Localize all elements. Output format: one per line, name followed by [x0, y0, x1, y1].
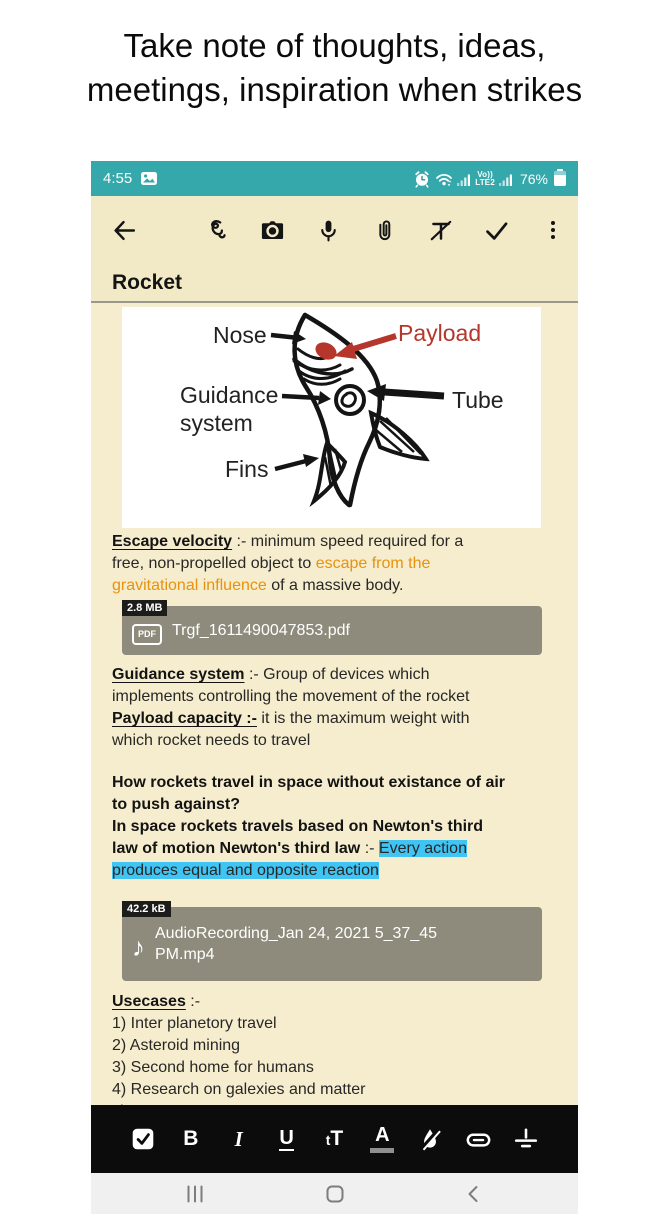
- diagram-label-system: system: [180, 410, 253, 436]
- diagram-label-nose: Nose: [213, 322, 267, 348]
- text-run: Usecases: [112, 993, 186, 1010]
- strikethrough-icon[interactable]: [512, 1125, 540, 1153]
- text-run: Guidance system: [112, 666, 245, 683]
- text-run: In space rockets travels based on Newton's third: [112, 818, 484, 835]
- attachment-size-badge: 2.8 MB: [122, 600, 167, 616]
- text-run: free, non-propelled object to: [112, 555, 316, 572]
- text-run: to push against?: [112, 796, 240, 813]
- attachment-pdf[interactable]: [122, 602, 542, 655]
- note-title[interactable]: Rocket: [112, 270, 183, 294]
- text-run: :-: [360, 840, 379, 857]
- mic-icon[interactable]: [315, 217, 342, 244]
- page-caption: [0, 24, 669, 112]
- recents-icon[interactable]: [183, 1182, 207, 1206]
- text-run: :-: [185, 993, 201, 1010]
- text-run: Every action: [378, 840, 467, 857]
- signal-bars-icon: [457, 172, 471, 186]
- paperclip-icon[interactable]: [371, 217, 398, 244]
- android-nav-bar: [91, 1173, 578, 1214]
- diagram-label-payload: Payload: [398, 320, 482, 346]
- network-type-label: Vo)) LTE2: [475, 169, 495, 187]
- caption-line-2: meetings, inspiration when strikes: [86, 71, 583, 108]
- text-run: 3) Second home for humans: [112, 1059, 314, 1076]
- caption-line-1: Take note of thoughts, ideas,: [123, 27, 546, 64]
- phone-screenshot: [91, 161, 578, 1214]
- text-run: it is the maximum weight with: [256, 710, 470, 727]
- clock-time: 4:55: [103, 170, 133, 187]
- attachment-filename: AudioRecording_Jan 24, 2021 5_37_45 PM.mp4: [155, 925, 438, 963]
- checkbox-icon[interactable]: [129, 1125, 157, 1153]
- pdf-icon: PDF: [132, 616, 162, 645]
- rocket-diagram-image[interactable]: [122, 307, 541, 528]
- note-title-bar: [91, 264, 578, 303]
- text-run: 4) Research on galexies and matter: [112, 1081, 366, 1098]
- home-icon[interactable]: [323, 1182, 347, 1206]
- text-run: Payload capacity :-: [112, 710, 257, 727]
- attachment-size-badge: 42.2 kB: [122, 901, 171, 917]
- link-icon[interactable]: [464, 1125, 492, 1153]
- scribble-icon[interactable]: [203, 217, 230, 244]
- back-icon[interactable]: [462, 1182, 486, 1206]
- note-content: [112, 531, 578, 1123]
- diagram-label-fins: Fins: [225, 456, 269, 482]
- attachment-filename: Trgf_1611490047853.pdf: [172, 622, 350, 639]
- attachment-audio[interactable]: [122, 903, 542, 981]
- camera-icon[interactable]: [259, 217, 286, 244]
- font-size-button[interactable]: tT: [325, 1127, 344, 1150]
- text-run: 2) Asteroid mining: [112, 1037, 241, 1054]
- note-paragraph: [112, 772, 578, 882]
- note-paragraph: [112, 991, 578, 1123]
- more-vert-icon[interactable]: [539, 217, 566, 244]
- text-run: How rockets travel in space without existance of air: [112, 774, 506, 791]
- text-run: which rocket needs to travel: [112, 732, 311, 749]
- text-run: :- Group of devices which: [244, 666, 430, 683]
- check-icon[interactable]: [483, 217, 510, 244]
- alarm-icon: [413, 170, 431, 188]
- photo-icon: [140, 171, 158, 186]
- clear-format-icon[interactable]: [427, 217, 454, 244]
- highlight-off-icon[interactable]: [416, 1125, 444, 1153]
- note-body[interactable]: [91, 303, 578, 1214]
- battery-percent: 76%: [519, 170, 548, 187]
- text-run: 1) Inter planetory travel: [112, 1015, 277, 1032]
- text-run: escape from the: [315, 555, 431, 572]
- bold-button[interactable]: B: [183, 1127, 199, 1150]
- diagram-label-guidance: Guidance: [180, 382, 279, 408]
- text-run: :- minimum speed required for a: [232, 533, 464, 550]
- underline-button[interactable]: U: [279, 1127, 294, 1149]
- text-run: gravitational influence: [112, 577, 267, 594]
- text-run: implements controlling the movement of the rocket: [112, 688, 470, 705]
- back-arrow-icon[interactable]: [111, 217, 138, 244]
- format-toolbar: [91, 1105, 578, 1173]
- text-run: Escape velocity: [112, 533, 233, 550]
- italic-button[interactable]: I: [234, 1126, 243, 1151]
- text-run: law of motion Newton's third law: [112, 840, 361, 857]
- wifi-icon: [435, 171, 453, 187]
- battery-icon: [554, 169, 566, 188]
- note-toolbar: [91, 196, 578, 264]
- status-bar: [91, 161, 578, 196]
- text-run: of a massive body.: [266, 577, 404, 594]
- diagram-label-tube: Tube: [452, 387, 504, 413]
- note-paragraph: [112, 664, 578, 752]
- text-run: produces equal and opposite reaction: [112, 862, 379, 879]
- audio-icon: ♪: [132, 932, 145, 962]
- font-color-button[interactable]: A: [368, 1125, 396, 1153]
- note-paragraph: [112, 531, 578, 597]
- signal-bars-icon: [499, 172, 513, 186]
